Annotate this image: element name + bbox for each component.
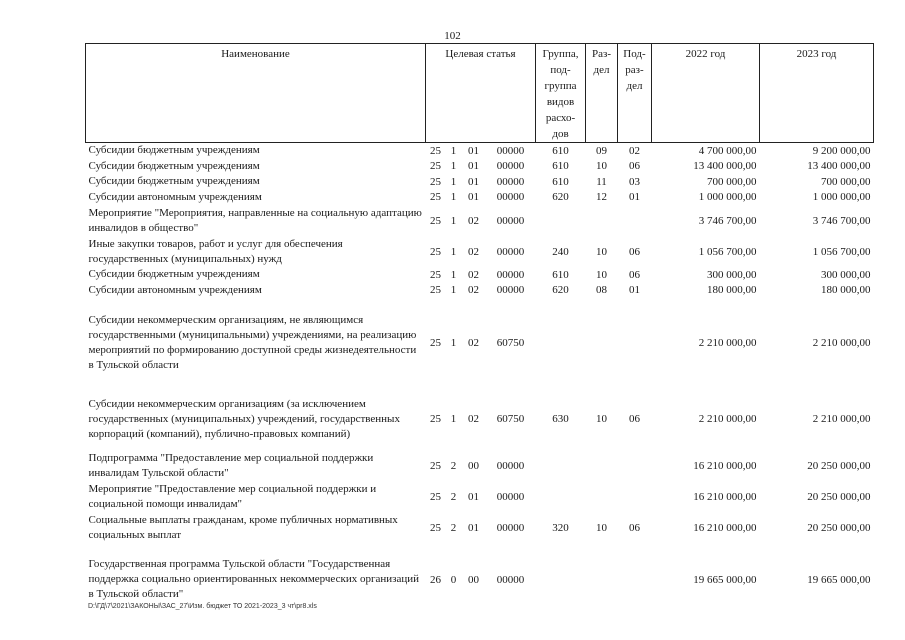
- cell-subsection: 06: [629, 413, 640, 425]
- cell-section: [586, 450, 618, 481]
- cell-y2022: 16 210 000,00: [693, 490, 757, 503]
- cell-a: 25: [430, 490, 441, 503]
- cell-y2022: 2 210 000,00: [698, 413, 757, 425]
- cell-y2022: 16 210 000,00: [693, 459, 757, 472]
- table-row: [86, 512, 874, 543]
- cell-y2023: 1 056 700,00: [812, 245, 871, 258]
- cell-group: 610: [552, 175, 569, 188]
- cell-section: 10: [596, 160, 607, 173]
- cell-y2022: 3 746 700,00: [698, 214, 757, 227]
- cell-section: 10: [596, 521, 607, 534]
- cell-d: 00000: [496, 521, 525, 534]
- cell-b: 1: [450, 175, 457, 188]
- cell-d: 00000: [496, 573, 525, 586]
- cell-d: 00000: [496, 245, 525, 258]
- cell-d: 00000: [496, 459, 525, 472]
- cell-y2023: 20 250 000,00: [807, 490, 871, 503]
- header-subsection: Под-раз-дел: [618, 44, 652, 143]
- cell-d: 00000: [496, 175, 525, 188]
- table-row: [86, 159, 874, 175]
- cell-d: 00000: [496, 214, 525, 227]
- cell-b: 2: [450, 459, 457, 472]
- cell-subsection: [618, 298, 652, 374]
- cell-y2022: 1 000 000,00: [698, 191, 757, 204]
- cell-group: 610: [552, 160, 569, 173]
- cell-y2023: 3 746 700,00: [812, 214, 871, 227]
- cell-group: 620: [552, 284, 569, 297]
- cell-subsection: [618, 450, 652, 481]
- cell-group: 320: [552, 521, 569, 534]
- cell-a: 25: [430, 245, 441, 258]
- cell-group: 620: [552, 191, 569, 204]
- cell-section: [586, 543, 618, 602]
- cell-a: 25: [430, 191, 441, 204]
- cell-subsection: [618, 481, 652, 512]
- cell-d: 60750: [496, 337, 525, 349]
- cell-y2023: 180 000,00: [821, 284, 871, 297]
- cell-section: 11: [596, 175, 607, 188]
- file-path-footer: D:\ГД\7\2021\ЗАКОНЫ\ЗАС_27\Изм. бюджет ТО 2021-2023_3 чт\pr8.xls: [88, 603, 317, 610]
- cell-c: 01: [468, 144, 479, 157]
- cell-b: 1: [450, 214, 457, 227]
- cell-b: 1: [450, 144, 457, 157]
- cell-group: [536, 481, 586, 512]
- cell-name: Подпрограмма "Предоставление мер социальной поддержки инвалидам Тульской области": [88, 451, 374, 479]
- header-2022: 2022 год: [652, 44, 760, 143]
- table-row: [86, 143, 874, 159]
- cell-name: Государственная программа Тульской области "Государственная поддержка социально ориентированных некоммерческих организаций в Тульской области": [88, 558, 420, 600]
- cell-d: 00000: [496, 191, 525, 204]
- cell-c: 02: [468, 214, 479, 227]
- cell-b: 1: [450, 337, 457, 349]
- page-number: 102: [444, 30, 461, 42]
- cell-subsection: 01: [629, 191, 640, 204]
- cell-b: 2: [450, 490, 457, 503]
- cell-name: Социальные выплаты гражданам, кроме публичных нормативных социальных выплат: [88, 513, 398, 541]
- cell-section: 10: [596, 245, 607, 258]
- cell-name: Субсидии некоммерческим организациям (за исключением государственных (муниципальных) учреждений, государственных корпораций (компаний), публично-правовых компаний): [88, 397, 400, 440]
- table-row: [86, 481, 874, 512]
- cell-a: 25: [430, 521, 441, 534]
- cell-y2022: 1 056 700,00: [698, 245, 757, 258]
- cell-b: 1: [450, 413, 457, 425]
- cell-y2023: 20 250 000,00: [807, 521, 871, 534]
- header-section: Раз-дел: [586, 44, 618, 143]
- table-row: [86, 543, 874, 602]
- cell-section: [586, 205, 618, 236]
- cell-a: 25: [430, 413, 441, 425]
- table-row: [86, 298, 874, 374]
- cell-group: 610: [552, 144, 569, 157]
- cell-b: 1: [450, 268, 457, 281]
- cell-b: 1: [450, 191, 457, 204]
- cell-c: 02: [468, 245, 479, 258]
- table-row: [86, 236, 874, 267]
- cell-a: 25: [430, 284, 441, 297]
- cell-section: 09: [596, 144, 607, 157]
- cell-subsection: 06: [629, 268, 640, 281]
- cell-y2022: 13 400 000,00: [693, 160, 757, 173]
- cell-c: 02: [468, 284, 479, 297]
- cell-y2023: 20 250 000,00: [807, 459, 871, 472]
- table-row: [86, 205, 874, 236]
- header-group: Группа, под-группа видов расхо-дов: [536, 44, 586, 143]
- cell-b: 1: [450, 160, 457, 173]
- cell-y2022: 700 000,00: [707, 175, 757, 188]
- cell-section: 08: [596, 284, 607, 297]
- cell-name: Субсидии некоммерческим организациям, не являющимся государственными (муниципальными) учреждениями, на реализацию мероприятий по формированию доступной среды жизнедеятельности в Тульской области: [88, 314, 417, 371]
- cell-subsection: [618, 543, 652, 602]
- cell-group: [536, 543, 586, 602]
- cell-c: 00: [468, 459, 479, 472]
- cell-d: 00000: [496, 144, 525, 157]
- cell-y2023: 13 400 000,00: [807, 160, 871, 173]
- cell-section: 10: [596, 268, 607, 281]
- cell-subsection: 06: [629, 521, 640, 534]
- cell-name: Субсидии бюджетным учреждениям: [88, 268, 260, 281]
- cell-a: 25: [430, 144, 441, 157]
- cell-y2022: 300 000,00: [707, 268, 757, 281]
- budget-table: [85, 43, 874, 602]
- cell-b: 2: [450, 521, 457, 534]
- cell-a: 25: [430, 337, 441, 349]
- cell-b: 1: [450, 284, 457, 297]
- cell-name: Субсидии бюджетным учреждениям: [88, 144, 260, 157]
- cell-c: 02: [468, 337, 479, 349]
- cell-a: 25: [430, 459, 441, 472]
- cell-c: 01: [468, 490, 479, 503]
- table-row: [86, 267, 874, 283]
- cell-c: 01: [468, 191, 479, 204]
- cell-name: Субсидии бюджетным учреждениям: [88, 159, 260, 172]
- cell-subsection: 02: [629, 144, 640, 157]
- cell-a: 25: [430, 214, 441, 227]
- header-target: Целевая статья: [426, 44, 536, 143]
- cell-a: 25: [430, 175, 441, 188]
- table-row: [86, 450, 874, 481]
- header-2023: 2023 год: [760, 44, 874, 143]
- cell-d: 00000: [496, 284, 525, 297]
- cell-a: 25: [430, 160, 441, 173]
- cell-d: 00000: [496, 268, 525, 281]
- table-row: [86, 190, 874, 206]
- cell-subsection: 03: [629, 175, 640, 188]
- cell-c: 02: [468, 413, 479, 425]
- cell-b: 0: [450, 573, 457, 586]
- cell-group: [536, 450, 586, 481]
- cell-y2022: 180 000,00: [707, 284, 757, 297]
- cell-y2023: 2 210 000,00: [812, 337, 871, 349]
- cell-a: 26: [430, 573, 441, 586]
- cell-b: 1: [450, 245, 457, 258]
- cell-y2022: 2 210 000,00: [698, 337, 757, 349]
- cell-y2023: 1 000 000,00: [812, 191, 871, 204]
- cell-name: Субсидии бюджетным учреждениям: [88, 175, 260, 188]
- cell-d: 00000: [496, 490, 525, 503]
- cell-y2023: 2 210 000,00: [812, 413, 871, 425]
- cell-y2023: 700 000,00: [821, 175, 871, 188]
- cell-section: 10: [596, 413, 607, 425]
- cell-y2022: 19 665 000,00: [693, 573, 757, 586]
- cell-c: 01: [468, 160, 479, 173]
- cell-a: 25: [430, 268, 441, 281]
- cell-name: Мероприятие "Мероприятия, направленные на социальную адаптацию инвалидов в общество": [88, 206, 422, 234]
- table-row: [86, 283, 874, 299]
- cell-y2023: 300 000,00: [821, 268, 871, 281]
- cell-section: 12: [596, 191, 607, 204]
- cell-group: [536, 298, 586, 374]
- cell-name: Субсидии автономным учреждениям: [88, 190, 262, 203]
- cell-name: Мероприятие "Предоставление мер социальной поддержки и социальной помощи инвалидам": [88, 482, 377, 510]
- cell-section: [586, 481, 618, 512]
- cell-group: 610: [552, 268, 569, 281]
- cell-group: 240: [552, 245, 569, 258]
- cell-name: Субсидии автономным учреждениям: [88, 283, 262, 296]
- cell-c: 02: [468, 268, 479, 281]
- cell-subsection: 06: [629, 160, 640, 173]
- cell-c: 01: [468, 175, 479, 188]
- cell-c: 01: [468, 521, 479, 534]
- cell-name: Иные закупки товаров, работ и услуг для обеспечения государственных (муниципальных) нужд: [88, 237, 343, 265]
- table-row: [86, 174, 874, 190]
- cell-d: 00000: [496, 160, 525, 173]
- cell-y2023: 9 200 000,00: [812, 144, 871, 157]
- cell-subsection: [618, 205, 652, 236]
- cell-section: [586, 298, 618, 374]
- table-row: [86, 374, 874, 450]
- cell-y2022: 4 700 000,00: [698, 144, 757, 157]
- cell-d: 60750: [496, 413, 525, 425]
- cell-subsection: 06: [629, 245, 640, 258]
- cell-subsection: 01: [629, 284, 640, 297]
- cell-c: 00: [468, 573, 479, 586]
- cell-group: [536, 205, 586, 236]
- cell-y2022: 16 210 000,00: [693, 521, 757, 534]
- header-name: Наименование: [86, 44, 426, 143]
- cell-group: 630: [552, 413, 569, 425]
- cell-y2023: 19 665 000,00: [807, 573, 871, 586]
